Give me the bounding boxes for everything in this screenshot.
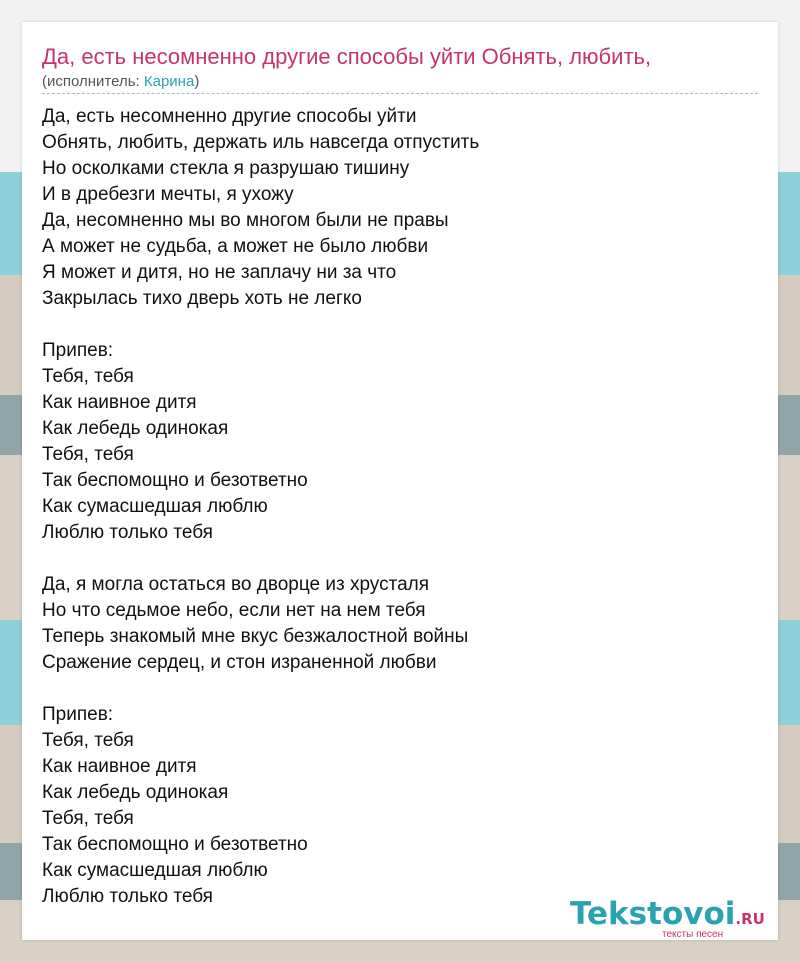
lyric-line: Тебя, тебя bbox=[42, 730, 134, 751]
lyric-line: Да, есть несомненно другие способы уйти bbox=[42, 106, 417, 127]
title-divider bbox=[42, 93, 758, 94]
lyric-line: Так беспомощно и безответно bbox=[42, 470, 308, 491]
lyrics-card bbox=[22, 22, 778, 940]
site-logo[interactable] bbox=[570, 897, 780, 941]
lyric-line: Люблю только тебя bbox=[42, 522, 213, 543]
lyric-line: Я может и дитя, но не заплачу ни за что bbox=[42, 262, 397, 283]
lyric-line: Закрылась тихо дверь хоть не легко bbox=[42, 288, 362, 309]
lyrics-text bbox=[42, 104, 479, 910]
song-title: Да, есть несомненно другие способы уйти Обнять, любить, bbox=[42, 44, 652, 69]
lyric-line: Люблю только тебя bbox=[42, 886, 213, 907]
lyric-line: Тебя, тебя bbox=[42, 808, 134, 829]
lyric-line: Как наивное дитя bbox=[42, 392, 197, 413]
lyric-line: А может не судьба, а может не было любви bbox=[42, 236, 429, 257]
lyric-line: Как наивное дитя bbox=[42, 756, 197, 777]
lyric-line: Припев: bbox=[42, 340, 114, 361]
lyric-line: Но осколками стекла я разрушаю тишину bbox=[42, 158, 410, 179]
lyric-line: Как лебедь одинокая bbox=[42, 418, 229, 439]
stanza-break bbox=[42, 676, 479, 702]
lyric-line: Припев: bbox=[42, 704, 114, 725]
artist-link[interactable]: Карина bbox=[143, 73, 195, 90]
logo-name: Tekstovoi bbox=[570, 896, 736, 932]
logo-tld: .RU bbox=[735, 910, 765, 928]
lyric-line: Да, я могла остаться во дворце из хрусталя bbox=[42, 574, 430, 595]
lyric-line: Тебя, тебя bbox=[42, 366, 134, 387]
lyric-line: И в дребезги мечты, я ухожу bbox=[42, 184, 294, 205]
lyric-line: Тебя, тебя bbox=[42, 444, 134, 465]
lyric-line: Так беспомощно и безответно bbox=[42, 834, 308, 855]
lyric-line: Обнять, любить, держать иль навсегда отпустить bbox=[42, 132, 480, 153]
lyric-line: Как сумасшедшая люблю bbox=[42, 496, 268, 517]
lyric-line: Как сумасшедшая люблю bbox=[42, 860, 268, 881]
lyric-line: Да, несомненно мы во многом были не правы bbox=[42, 210, 449, 231]
lyric-line: Теперь знакомый мне вкус безжалостной войны bbox=[42, 626, 469, 647]
stanza-break bbox=[42, 312, 479, 338]
logo-tagline: тексты песен bbox=[662, 929, 724, 940]
artist-suffix: ) bbox=[194, 73, 200, 90]
lyric-line: Сражение сердец, и стон израненной любви bbox=[42, 652, 437, 673]
lyric-line: Как лебедь одинокая bbox=[42, 782, 229, 803]
lyric-line: Но что седьмое небо, если нет на нем тебя bbox=[42, 600, 426, 621]
artist-prefix: (исполнитель: bbox=[42, 73, 144, 90]
artist-line bbox=[42, 73, 199, 91]
stanza-break bbox=[42, 546, 479, 572]
